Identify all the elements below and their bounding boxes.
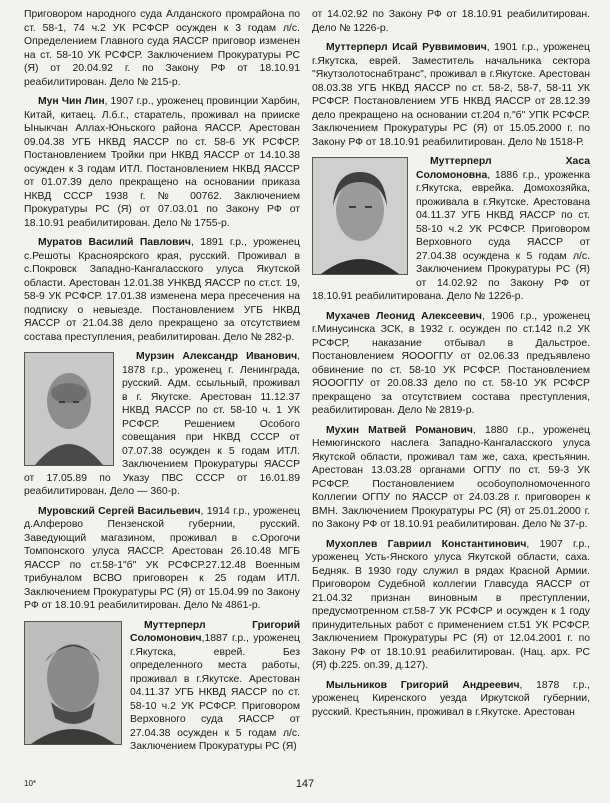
portrait-photo-mutterperl-grigory xyxy=(24,621,122,745)
entry-name: Муратов Василий Павлович xyxy=(38,237,191,248)
entry-text: , 1914 г.р., уроженец д.Алферово Пензенской губернии, русский. Заведующий магазином, проживал в с.Орогочи Томпонского улуса ЯАССР. Арестован 26.10.48 МГБ ЯАССР по ст.58-1"б" УК РСФСР.27.12.48 Военным трибуналом ВСВО приговорен к 25 годам ИТЛ. Заключением Прокуратуры РС (Я) от 15.04.99 по Закону РФ от 18.10.91 реабилитирован. Дело № 4861-р. xyxy=(24,505,301,611)
entry-murovsky xyxy=(24,505,300,613)
entry-name: Муровский Сергей Васильевич xyxy=(38,505,201,517)
entry-mukhoplev xyxy=(312,538,590,673)
entry-mutterperl-grigory xyxy=(24,619,300,754)
entry-name: Мухоплев Гавриил Константинович xyxy=(326,538,527,550)
entry-continuation-right xyxy=(312,8,590,35)
entry-mukhin xyxy=(312,424,590,532)
entry-text: , 1880 г.р., уроженец Немюгинского наслега Западно-Кангаласского улуса Якутской области, проживал там же, саха, крестьянин. Арестован 13.03.28 органами ОГПУ по ст. 59-3 УК РСФСР. Постановлением особоуполномоченного Коллегии ОГПУ по ЯАССР от 24.03.28 г. приговорен к ВМН. Заключением Прокуратуры РС (Я) от 25.01.2000 г. по Закону РФ от 18.10.91 реабилитирован. Дело № 37-р. xyxy=(312,424,590,530)
entry-text: Приговором народного суда Алданского промрайона по ст. 58-1, 74 ч.2 УК РСФСР осужден к 3 годам л/с. Определением Главного суда ЯАССР приговор изменен на ст. 58-10 УК РСФСР. Заключением Прокуратуры РС (Я) от 20.04.92 г. по Закону РФ от 18.10.91 реабилитирован. Дело № 215-р. xyxy=(24,9,300,88)
entry-name: Мухин Матвей Романович xyxy=(326,424,473,436)
entry-continuation-left xyxy=(24,8,300,89)
entry-name: Муттерперл Исай Руввимович xyxy=(326,42,487,53)
entry-murzin xyxy=(24,350,300,499)
entry-name: Муттерперл Хаса Соломоновна xyxy=(416,156,590,181)
portrait-photo-murzin xyxy=(24,352,114,466)
entry-name: Мурзин Александр Иванович xyxy=(136,351,298,362)
entry-text: , 1886 г.р., уроженка г.Якутска, еврейка. Домохозяйка, проживала в г.Якутске. Арестована 04.11.37 УГБ НКВД ЯАССР по ст. 58-10 ч.2 УК РСФСР. Приговором Верховного суда ЯАССР от 27.04.38 осуждена к 5 годам л/с. Заключением Прокуратуры РС (Я) от 14.02.92 по Закону РФ от 18.10.91 реабилитирована. Дело № 1226-р. xyxy=(312,169,590,302)
right-column xyxy=(312,8,590,725)
entry-name: Муттерперл Григорий Соломонович xyxy=(130,619,300,644)
entry-mutterperl-khasa xyxy=(312,155,590,304)
entry-text: , 1907 г.р., уроженец провинции Харбин, Китай, китаец. Л.б.г., старатель, проживал на прииске Ыныкчан Аллах-Юньского района ЯАССР. Арестован 09.04.38 УГБ НКВД ЯАССР по ст. 58-6 УК РСФСР. Постановлением Тройки при НКВД ЯАССР от 14.10.38 осужден к 3 годам ИТЛ. Постановлением НКВД ЯАССР от 01.07.39 дело прекращено на основании приказа НКВД СССР 1938 г. № 00762. Заключением Прокуратуры РС (Я) от 07.03.01 по Закону РФ от 18.10.91 реабилитирован. Дело № 1755-р. xyxy=(24,96,300,229)
entry-text: , 1878 г.р., уроженец Киренского уезда Иркутской губернии, русский. Крестьянин, проживал в г.Якутске. Арестован xyxy=(312,679,590,718)
entry-name: Мун Чин Лин xyxy=(38,96,105,107)
entry-text: , 1891 г.р., уроженец с.Решоты Красноярского края, русский. Проживал в с.Покровск Западно-Кангаласского улуса Якутской области. Арестован 12.01.38 УНКВД ЯАССР по ст.ст. 19, 58-9 УК РСФСР. 17.01.38 изменена мера пресечения на подписку о невыезде. Постановлением УГБ НКВД ЯАССР от 21.04.38 дело прекращено за отсутствием состава преступления, реабилитирован. Дело № 282-р. xyxy=(24,237,301,343)
entry-mukhachev xyxy=(312,310,590,418)
printer-signature-mark: 10* xyxy=(24,779,37,788)
entry-text: , 1901 г.р., уроженец г.Якутска, еврей. Заместитель начальника сектора "Якутзолотоснабтранс", проживал в г.Якутске. Арестован 08.03.38 УГБ НКВД ЯАССР по ст. 58-2, 58-7, 58-11 УК РСФСР. Постановлением УГБ НКВД ЯАССР от 28.12.39 дело прекращено на основании ст.204 п."б" УПК РСФСР. Заключением Прокуратуры РС (Я) от 15.05.2000 г. по Закону РФ от 18.10.91 реабилитирован. Дело № 1518-Р. xyxy=(312,42,590,148)
entry-name: Мухачев Леонид Алексеевич xyxy=(326,310,482,322)
entry-mylnikov xyxy=(312,679,590,720)
page-number: 147 xyxy=(295,778,315,790)
entry-text: , 1906 г.р., уроженец г.Минусинска ЗСК, в 1932 г. осужден по ст.142 п.2 УК РСФСР, наказание отбывал в Дальстрое. Постановлением ЯОООГПУ от 02.06.33 предъявлено обвинение по ст. 58-10 УК РСФСР. Постановлением ЯОООГПУ от 20.08.33 дело по ст. 58-10 УК РСФСР прекращено за отсутствием состава преступления, реабилитирован. Дело № 2819-р. xyxy=(312,310,590,416)
left-column xyxy=(24,8,300,760)
entry-text: , 1907 г.р., уроженец Усть-Янского улуса Якутской области, саха. Бедняк. В 1930 году служил в рядах Красной Армии. Приговором Судебной коллегии Главсуда ЯАССР от 21.04.32 признан виновным в преступлении, предусмотренном ст.58-7 УК РСФСР и осужден к 1 году принудительных работ с применением ст.51 УК РСФСР. Заключением Прокуратуры РС (Я) от 12.04.2001 г. по Закону РФ от 18.10.91 реабилитирован. (Нац. арх. РС (Я) ф.225. оп.39, д.127). xyxy=(312,538,590,671)
entry-mun-chin-lin xyxy=(24,95,300,230)
portrait-photo-mutterperl-khasa xyxy=(312,157,408,275)
entry-text: ,1887 г.р., уроженец г.Якутска, еврей. Без определенного места работы, проживал в г.Якутске. Арестован 04.11.37 УГБ НКВД ЯАССР по ст. 58-10 ч.2 УК РСФСР. Приговором Верховного суда ЯАССР от 27.04.38 осужден к 5 годам л/с. Заключением Прокуратуры РС (Я) xyxy=(130,633,300,752)
entry-text: от 14.02.92 по Закону РФ от 18.10.91 реабилитирован. Дело № 1226-р. xyxy=(312,9,590,34)
entry-text: , 1878 г.р., уроженец г. Ленинграда, русский. Адм. ссыльный, проживал в г. Якутске. Арестован 11.12.37 НКВД ЯАССР по ст. 58-10 ч. 1 УК РСФСР. Решением Особого совещания при НКВД СССР от 07.07.38 осужден к 5 годам ИТЛ. Заключением Прокуратуры ЯАССР от 17.05.89 по Указу ПВС СССР от 16.01.89 реабилитирован. Дело — 360-р. xyxy=(24,351,300,497)
entry-muratov xyxy=(24,236,300,344)
entry-mutterperl-isai xyxy=(312,41,590,149)
entry-name: Мыльников Григорий Андреевич xyxy=(326,679,520,691)
